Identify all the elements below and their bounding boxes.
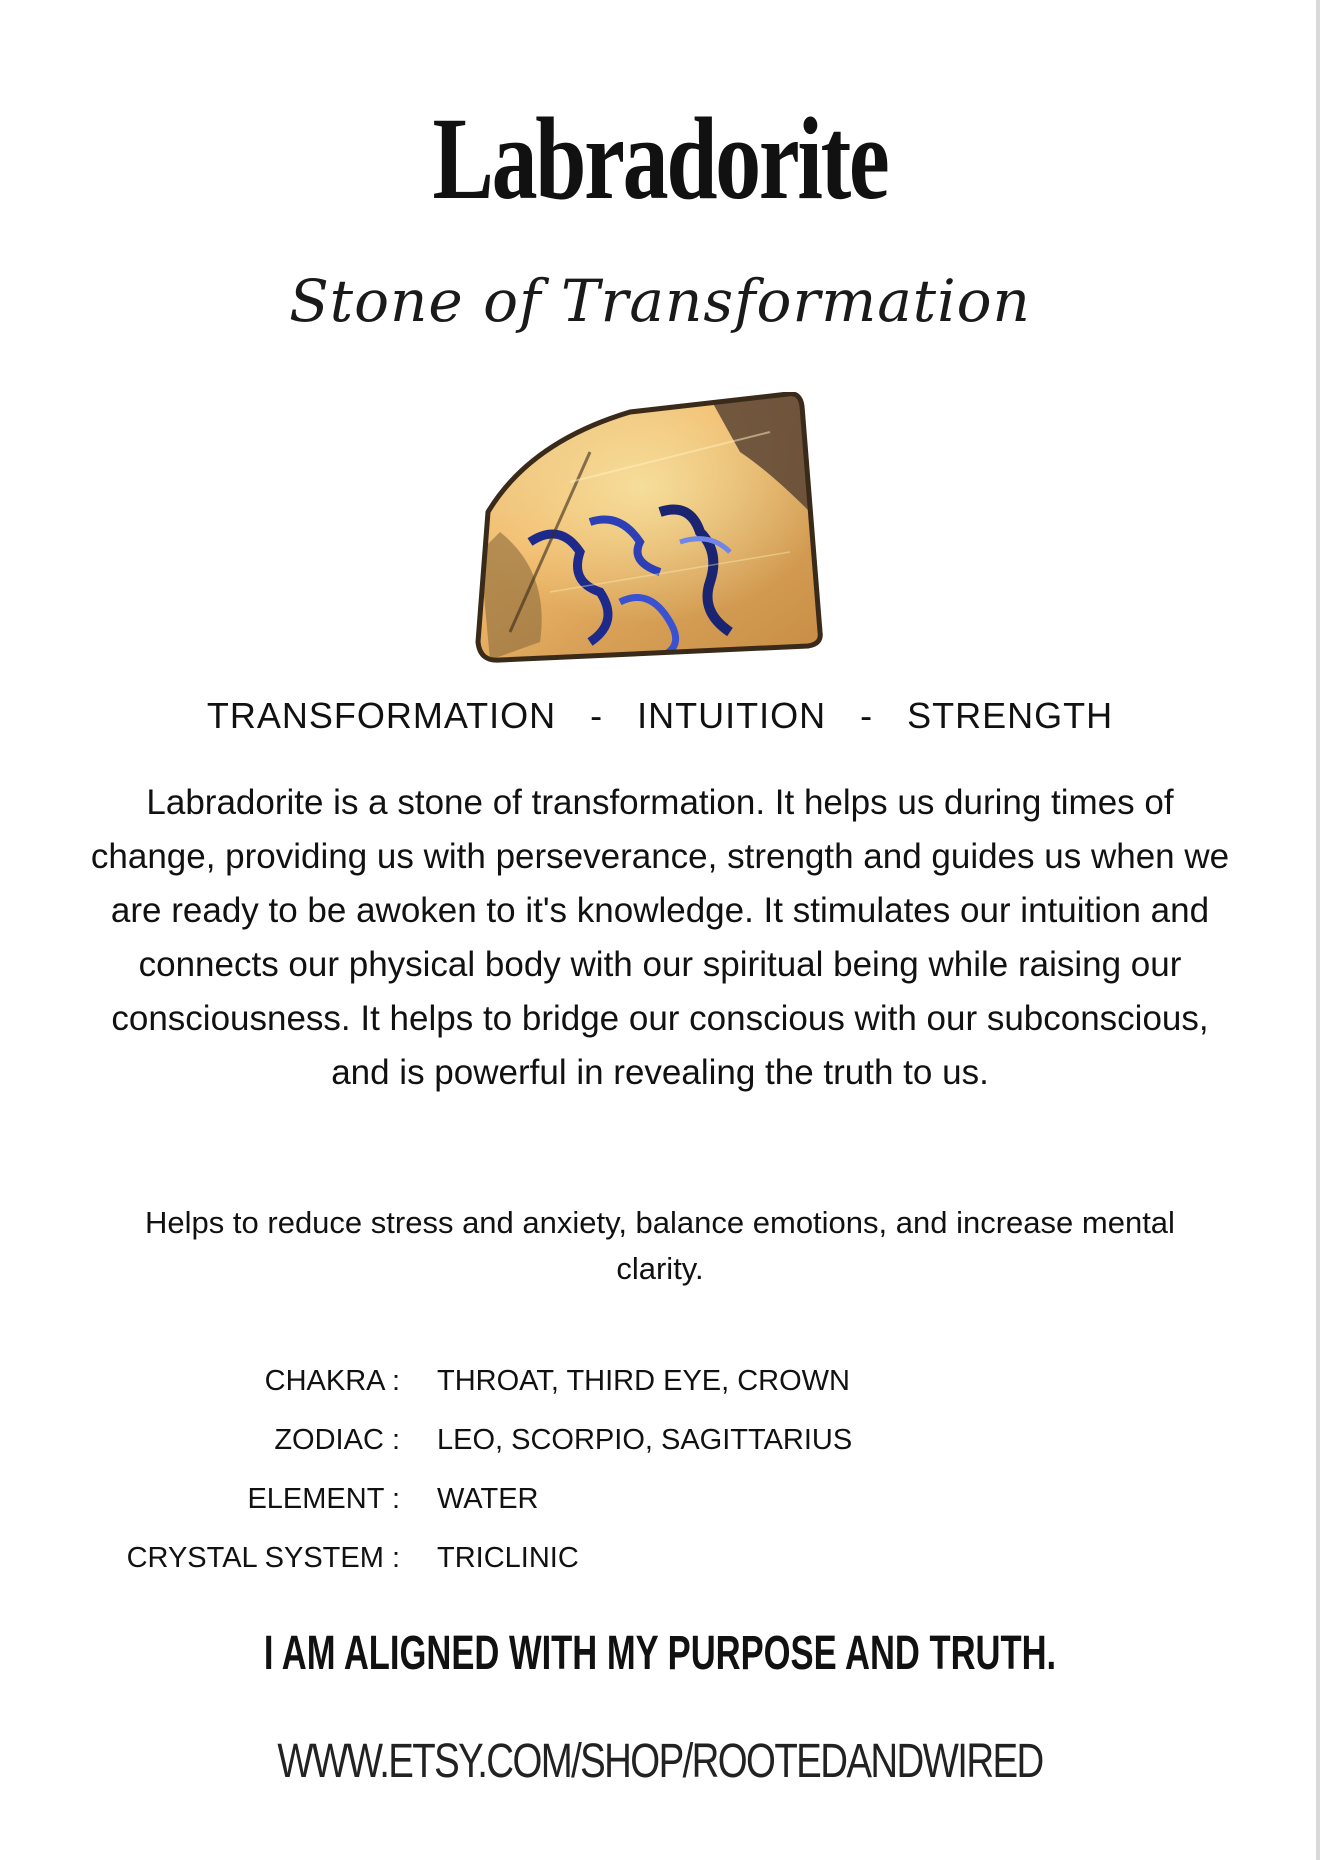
keyword-separator: - — [590, 695, 604, 736]
keyword-strength: STRENGTH — [907, 695, 1114, 736]
page-subtitle: Stone of Transformation — [289, 267, 1031, 335]
property-row-element — [60, 1470, 1060, 1529]
property-value: TRICLINIC — [437, 1542, 579, 1574]
property-value: THROAT, THIRD EYE, CROWN — [437, 1365, 850, 1397]
property-label: CRYSTAL SYSTEM : — [126, 1542, 400, 1574]
property-row-zodiac — [60, 1411, 1060, 1470]
affirmation-text: I AM ALIGNED WITH MY PURPOSE AND TRUTH. — [263, 1627, 1057, 1680]
keyword-intuition: INTUITION — [637, 695, 827, 736]
properties-table — [60, 1352, 1060, 1588]
keywords-row — [0, 695, 1320, 737]
benefits-paragraph: Helps to reduce stress and anxiety, balance emotions, and increase mental clarity. — [145, 1205, 1175, 1286]
shop-url: WWW.ETSY.COM/SHOP/ROOTEDANDWIRED — [277, 1735, 1043, 1788]
property-label: ELEMENT : — [247, 1483, 400, 1515]
property-row-chakra — [60, 1352, 1060, 1411]
property-label: CHAKRA : — [264, 1365, 400, 1397]
property-row-crystal-system — [60, 1529, 1060, 1588]
property-label: ZODIAC : — [274, 1424, 400, 1456]
description-paragraph: Labradorite is a stone of transformation. It helps us during times of change, providing us with perseverance, strength and guides us when we are ready to be awoken to it's knowledge. It stimulates our intuition and connects our physical body with our spiritual being while raising our consciousness. It helps to bridge our conscious with our subconscious, and is powerful in revealing the truth to us. — [90, 783, 1230, 1092]
page-title: Labradorite — [432, 93, 888, 224]
labradorite-stone-image — [470, 392, 850, 664]
property-value: WATER — [437, 1483, 539, 1515]
keyword-separator: - — [860, 695, 874, 736]
keyword-transformation: TRANSFORMATION — [206, 695, 557, 736]
property-value: LEO, SCORPIO, SAGITTARIUS — [437, 1424, 853, 1456]
